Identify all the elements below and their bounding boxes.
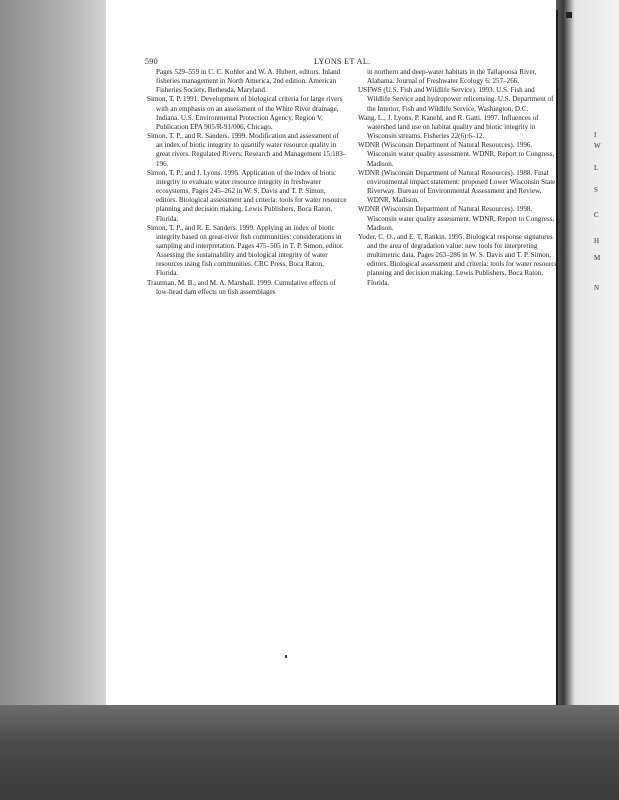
reference-entry: Simon, T. P., and R. Sanders. 1999. Modification and assessment of an index of biotic integrity to quantify water resource quality in great rivers. Regulated Rivers: Research and Management 15:183–196. [147,132,347,168]
reference-entry: WDNR (Wisconsin Department of Natural Resources). 1998. Wisconsin water quality assessment. WDNR, Report to Congress, Madison. [358,205,555,232]
reference-entry: Simon, T. P. 1991. Development of biological criteria for large rivers with an emphasis on an assessment of the White River drainage, Indiana. U.S. Environmental Protection Agency, Region V, Publication EPA 905/R-91/006, Chicago. [147,95,343,131]
references-column-right [358,68,558,288]
reference-entry: USFWS (U.S. Fish and Wildlife Service). 1993. U.S. Fish and Wildlife Service and hydropower relicensing. U.S. Department of the Interior, Fish and Wildlife Service, Washington, D.C. [358,86,554,113]
reference-entry: Yoder, C. O., and E. T. Rankin. 1995. Biological response signatures and the area of degradation value: new tools for interpreting multimetric data. Pages 263–286 in W. S. Davis and T. P. Simon, editors. Biological assessment and criteria: tools for water resource planning and decision making. Lewis Publishers, Boca Raton, Florida. [358,232,558,287]
reference-entry: Pages 529–559 in C. C. Kohler and W. A. Hubert, editors. Inland fisheries management in North America, 2nd edition. American Fisheries Society, Bethesda, Maryland. [156,68,341,95]
scan-speck [285,655,287,658]
scan-bottom-margin [0,705,619,800]
references-column-left [147,68,347,297]
edge-glyph: W [594,142,601,150]
reference-entry: Wang, L., J. Lyons, P. Kanehl, and R. Gatti. 1997. Influences of watershed land use on habitat quality and biotic integrity in Wisconsin streams. Fisheries 22(6):6–12. [358,113,539,141]
edge-glyph: N [594,284,600,292]
reference-entry: Simon, T. P., and R. E. Sanders. 1999. Applying an index of biotic integrity based on great-river fish communities: considerations in sampling and interpretation. Pages 475–505 in T. P. Simon, editor. Assessing the sustainability and biological integrity of water resources using fish communities. CRC Press, Boca Raton, Florida. [147,223,344,278]
page-number: 590 [145,57,158,66]
reference-entry: in northern and deep-water habitats in the Tallapoosa River, Alabama. Journal of Freshwater Ecology 6: 257–266. [367,68,537,86]
edge-glyph: M [594,254,601,262]
corner-mark [566,12,572,18]
reference-entry: Simon, T. P., and J. Lyons. 1995. Application of the index of biotic integrity to evaluate water resource integrity in freshwater ecosystems. Pages 245–262 in W. S. Davis and T. P. Simon, editors. Biological assessment and criteria: tools for water resource planning and decision making. Lewis Publishers, Boca Raton, Florida. [147,168,347,223]
edge-glyph: H [594,237,600,245]
edge-glyph: S [594,186,598,194]
running-head: LYONS ET AL. [314,57,371,66]
reference-entry: Trautman, M. B., and M. A. Marshall. 1999. Cumulative effects of low-head dam effects on fish assemblages [147,278,336,296]
reference-entry: WDNR (Wisconsin Department of Natural Resources). 1996. Wisconsin water quality assessment. WDNR, Report to Congress, Madison. [358,141,555,168]
edge-glyph: C [594,211,599,219]
edge-glyph: I [594,131,597,139]
scan-left-margin [0,0,108,800]
edge-glyph: L [594,164,599,172]
scan-right-margin [556,0,619,800]
reference-entry: WDNR (Wisconsin Department of Natural Resources). 1988. Final environmental impact statement: proposed Lower Wisconsin State Riverway. Bureau of Environmental Assessment and Review, WDNR, Madison. [358,168,556,205]
